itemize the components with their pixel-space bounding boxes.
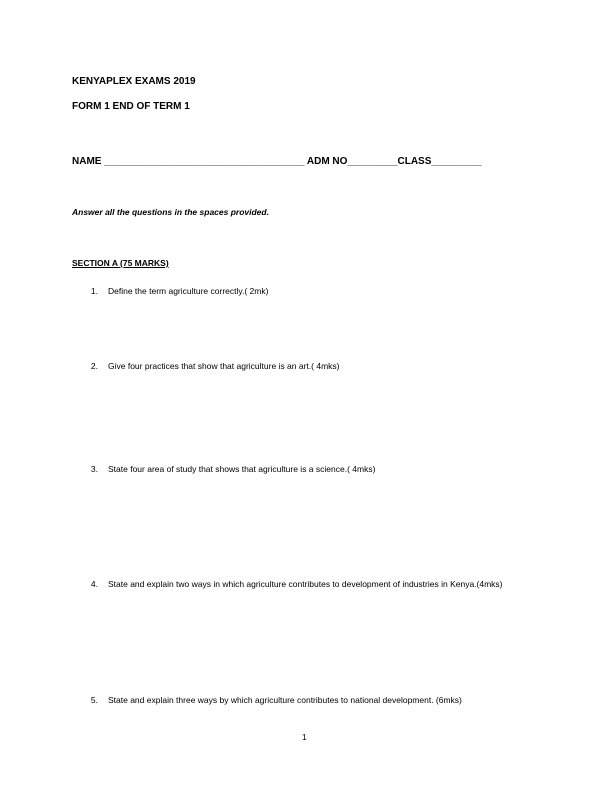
question-number: 3. (90, 464, 98, 474)
class-label: CLASS (397, 156, 432, 167)
section-title: SECTION A (75 MARKS) (72, 258, 169, 268)
question-text: Give four practices that show that agriculture is an art.( 4mks) (108, 361, 340, 371)
exam-title: KENYAPLEX EXAMS 2019 (72, 76, 196, 87)
student-info-line (72, 156, 481, 167)
term-title: FORM 1 END OF TERM 1 (72, 101, 190, 112)
question-number: 5. (90, 695, 98, 705)
class-blank[interactable]: _________ (431, 156, 482, 167)
page-number: 1 (302, 732, 307, 742)
question-number: 4. (90, 579, 98, 589)
adm-blank[interactable]: _________ (347, 156, 398, 167)
adm-label: ADM NO (306, 156, 348, 167)
question-text: Define the term agriculture correctly.( 2mk) (108, 286, 269, 296)
name-blank[interactable]: ____________________________________ (104, 156, 305, 167)
question-text: State four area of study that shows that agriculture is a science.( 4mks) (108, 464, 376, 474)
name-label: NAME (72, 156, 102, 167)
question-number: 1. (90, 286, 98, 296)
question-number: 2. (90, 361, 98, 371)
instructions: Answer all the questions in the spaces provided. (72, 207, 269, 217)
question-text: State and explain three ways by which agriculture contributes to national development. (6mks) (108, 695, 462, 705)
question-text: State and explain two ways in which agriculture contributes to development of industries in Kenya.(4mks) (108, 579, 503, 589)
